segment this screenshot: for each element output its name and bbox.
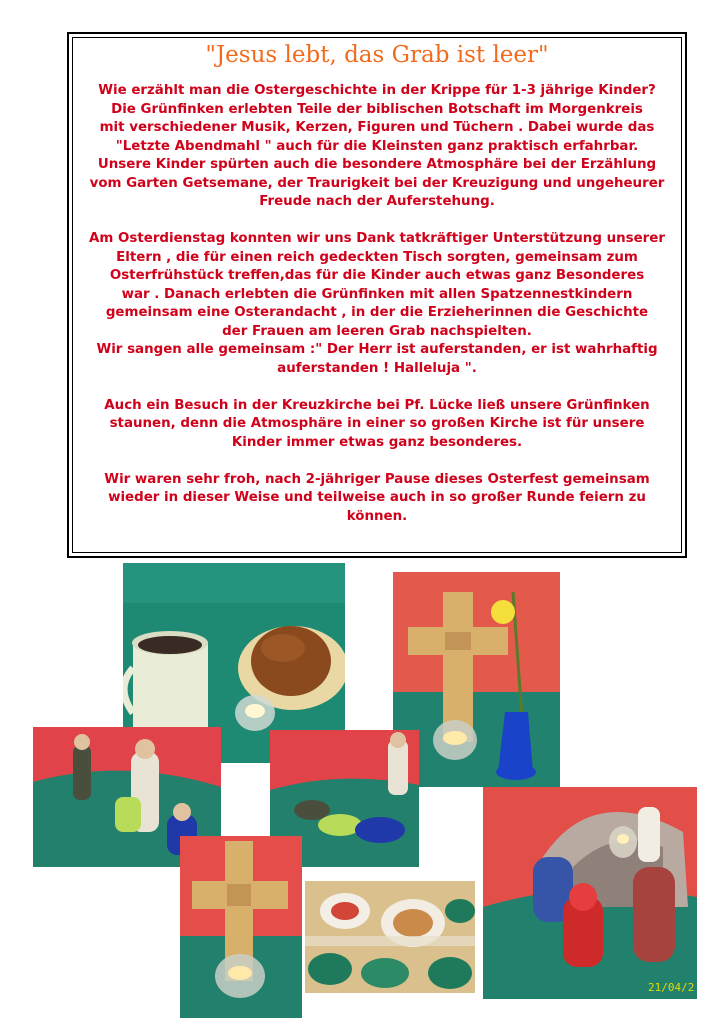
photo-empty-tomb <box>483 787 697 999</box>
paragraph-4 <box>67 471 687 527</box>
p2-line-8: auferstanden ! Halleluja ". <box>277 360 477 376</box>
p2-line-3: Osterfrühstück treffen,das für die Kinder auch etwas ganz Besonderes <box>109 268 645 283</box>
p2-line-6: der Frauen am leeren Grab nachspielten. <box>222 323 532 339</box>
p2-line-5: gemeinsam eine Osterandacht , in der die Erzieherinnen die Geschichte <box>105 305 649 320</box>
paragraph-1 <box>67 82 687 212</box>
p4-line-2: wieder in dieser Weise und teilweise auch in so großer Runde feiern zu <box>108 490 646 505</box>
p1-line-7: Freude nach der Auferstehung. <box>259 194 495 209</box>
p4-line-3: können. <box>346 508 408 524</box>
p3-line-2: staunen, denn die Atmosphäre in einer so großen Kirche ist für unsere <box>109 416 645 431</box>
paragraph-2 <box>67 230 687 378</box>
p1-line-1: Wie erzählt man die Ostergeschichte in der Krippe für 1-3 jährige Kinder? <box>98 83 656 98</box>
article-body <box>67 82 687 545</box>
p1-line-3: mit verschiedener Musik, Kerzen, Figuren und Tüchern . Dabei wurde das <box>99 120 655 135</box>
photo-date-stamp: 21/04/2 <box>648 981 695 994</box>
p2-line-1: Am Osterdienstag konnten wir uns Dank tatkräftiger Unterstützung unserer <box>89 231 665 246</box>
photo-breakfast-table <box>305 881 475 993</box>
p1-line-2: Die Grünfinken erlebten Teile der biblischen Botschaft im Morgenkreis <box>111 101 643 117</box>
p3-line-3: Kinder immer etwas ganz besonderes. <box>231 434 523 450</box>
p2-line-7: Wir sangen alle gemeinsam :" Der Herr ist auferstanden, er ist wahrhaftig <box>96 342 658 357</box>
p4-line-1: Wir waren sehr froh, nach 2-jähriger Pause dieses Osterfest gemeinsam <box>104 471 650 487</box>
p3-line-1: Auch ein Besuch in der Kreuzkirche bei Pf. Lücke ließ unsere Grünfinken <box>104 397 650 413</box>
p1-line-4: "Letzte Abendmahl " auch für die Kleinsten ganz praktisch erfahrbar. <box>115 138 639 154</box>
p1-line-5: Unsere Kinder spürten auch die besondere Atmosphäre bei der Erzählung <box>97 157 657 172</box>
page-title: "Jesus lebt, das Grab ist leer" <box>205 42 549 68</box>
p2-line-4: war . Danach erlebten die Grünfinken mit allen Spatzennestkindern <box>121 286 633 302</box>
paragraph-3 <box>67 397 687 453</box>
p1-line-6: vom Garten Getsemane, der Traurigkeit bei der Kreuzigung und ungeheurer <box>89 175 665 191</box>
p2-line-2: Eltern , die für einen reich gedeckten Tisch sorgten, gemeinsam zum <box>116 249 638 265</box>
photo-cross-candle <box>180 836 302 1018</box>
